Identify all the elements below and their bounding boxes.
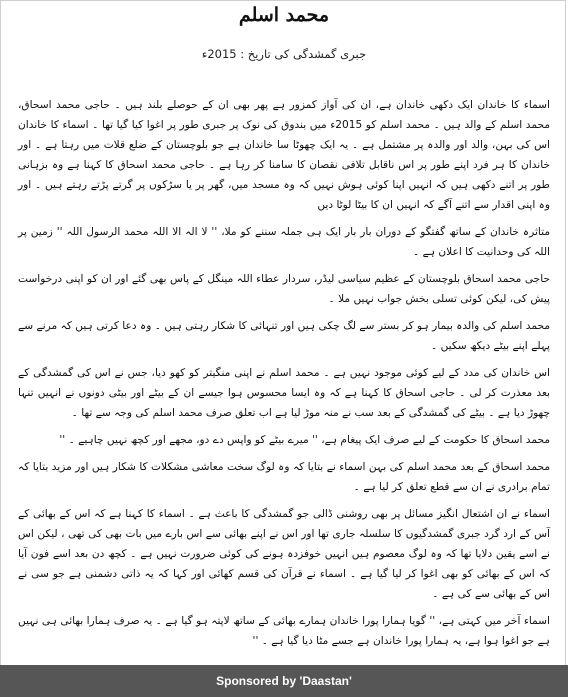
paragraph: محمد اسحاق کے بعد محمد اسلم کی بہن اسماء نے بتایا کہ وہ لوگ سخت معاشی مشکلات کا شکار ہیں اور مزید بتایا کہ تمام برادری نے ان سے قطع تعلق کر لیا ہے ۔: [18, 461, 550, 493]
paragraph: متاثرہ خاندان کے ساتھ گفتگو کے دوران بار بار ایک ہی جملہ سننے کو ملا، '' لا الہ الا اللہ محمد الرسول اللہ '' زمین پر اللہ کی وحدانیت کا اعلان ہے ۔: [18, 226, 550, 258]
paragraph: اس خاندان کی مدد کے لیے کوئی موجود نہیں ہے ۔ محمد اسلم نے اپنی منگیتر کو کھو دیا، جس نے اس کی گمشدگی کے بعد معذرت کر لی ۔ حاجی اسحاق کا کہنا ہے کہ وہ ایسا محسوس ہوا جیسے ان کے بیٹے اور بیٹی دونوں نے انہیں تنہا چھوڑ دیا ہے ۔ بیٹے کی گمشدگی کے بعد سب نے منہ موڑ لیا ہے اب تعلق صرف محمد اسلم کی وجہ سے تھا ۔: [18, 367, 550, 419]
paragraph: محمد اسحاق کا حکومت کے لیے صرف ایک پیغام ہے، '' میرے بیٹے کو واپس دے دو، مجھے اور کچھ نہیں چاہیے ۔ '': [59, 434, 550, 446]
sponsor-footer: Sponsored by 'Daastan': [0, 665, 568, 697]
page-title: محمد اسلم: [238, 4, 330, 26]
paragraph: محمد اسلم کی والدہ بیمار ہو کر بستر سے لگ چکی ہیں اور تنہائی کا شکار رہتی ہیں ۔ وہ دعا کرتی ہیں کہ مرنے سے پہلے اپنے بیٹے دیکھ سکیں ۔: [18, 320, 550, 352]
disappearance-date: جبری گمشدگی کی تاریخ : 2015ء: [201, 47, 367, 61]
paragraph: اسماء نے ان اشتعال انگیز مسائل پر بھی روشنی ڈالی جو گمشدگی کا باعث ہے ۔ اسماء کا کہنا ہے کہ اس کے بھائی کے آس کے ارد گرد جبری گمشدگیوں کا سلسلہ جاری تھا اور اس نے اپنے بھائی سے اس بارے میں بات بھی کی تھی ، لیکن اس نے اسے یقین دلایا تھا کہ وہ لوگ معصوم ہیں انہیں خوفزدہ ہونے کی کوئی ضرورت نہیں ہے ۔ کچھ دن بعد اسے فون آیا کہ اس کے بھائی کو بھی اغوا کر لیا گیا ہے ۔ اسماء نے قرآن کی قسم کھائی اور کہا کہ یہ ذاتی دشمنی ہے جو سی نے اس کے بھائی سے کی ہے ۔: [18, 508, 550, 600]
paragraph: حاجی محمد اسحاق بلوچستان کے عظیم سیاسی لیڈر، سردار عطاء اللہ مینگل کے پاس بھی گئے اور ان کو اپنی درخواست پیش کی، لیکن کوئی تسلی بخش جواب نہیں ملا ۔: [18, 273, 550, 305]
article-body: [18, 95, 550, 658]
paragraph: اسماء آخر میں کہتی ہے، '' گویا ہمارا پورا خاندان ہمارے بھائی کے ساتھ لاپتہ ہو گیا ہے ۔ یہ صرف ہمارا بھائی ہی نہیں ہے جو اغوا ہوا ہے، یہ ہمارا پورا خاندان ہے جسے مٹا دیا گیا ہے ۔ '': [18, 615, 550, 647]
paragraph: اسماء کا خاندان ایک دکھی خاندان ہے، ان کی آواز کمزور ہے پھر بھی ان کے حوصلے بلند ہیں ۔ حاجی محمد اسحاق، محمد اسلم کے والد ہیں ۔ محمد اسلم کو 2015ء میں بندوق کی نوک پر جبری طور پر اغوا کیا گیا تھا ۔ اسماء کا خاندان اس کی بہن، والد اور والدہ پر مشتمل ہے ۔ یہ ایک چھوٹا سا خاندان ہے جو بلوچستان کے ضلع قلات میں رہتا ہے ۔ اور خاندان کا ہر فرد اپنے طور پر اس ناقابل تلافی نقصان کا سامنا کر رہا ہے ۔ حاجی محمد اسحاق کا کہنا ہے وہ بزہانی طور پر اتنے دکھی ہیں کہ انہیں اپنا کوئی ہوش نہیں کہ وہ مسجد میں، گھر پر یا سڑکوں پر گرتے پڑتے رہتے ہیں ۔ اور وہ اپنی اقدار سے اتنے آگے کہ انہیں ان کا بیٹا لوٹا دیں: [18, 99, 550, 211]
